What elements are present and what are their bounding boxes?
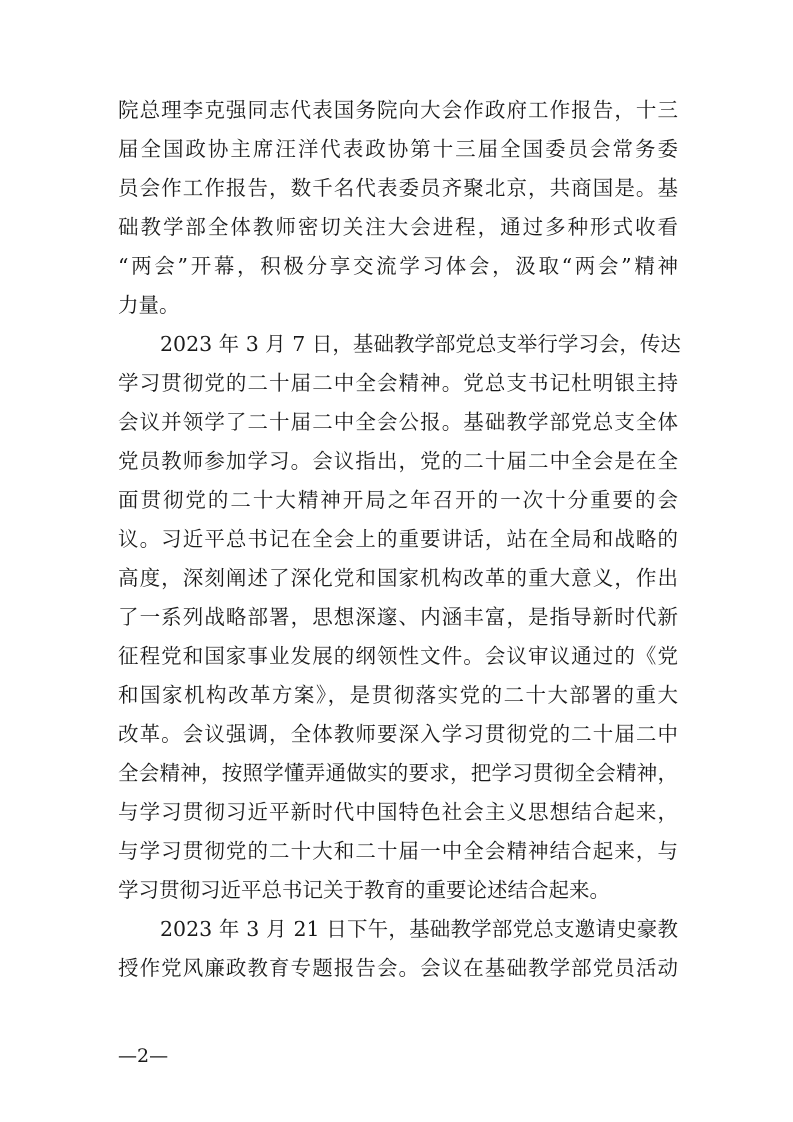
page-number: —2—	[118, 1045, 169, 1067]
text-line: 征程党和国家事业发展的纲领性文件。会议审议通过的《党	[118, 644, 678, 668]
text-line: 学习贯彻习近平总书记关于教育的重要论述结合起来。	[118, 878, 610, 902]
text-line: 高度，深刻阐述了深化党和国家机构改革的重大意义，作出	[118, 566, 678, 590]
text-line: 了一系列战略部署，思想深邃、内涵丰富，是指导新时代新	[118, 605, 678, 629]
text-line: 2023 年 3 月 7 日，基础教学部党总支举行学习会，传达	[160, 332, 681, 356]
text-line: 力量。	[118, 293, 180, 317]
text-line: “两会”开幕，积极分享交流学习体会，汲取“两会”精神	[118, 254, 678, 278]
text-line: 全会精神，按照学懂弄通做实的要求，把学习贯彻全会精神，	[118, 761, 678, 785]
text-line: 与学习贯彻党的二十大和二十届一中全会精神结合起来，与	[118, 839, 678, 863]
text-line: 础教学部全体教师密切关注大会进程，通过多种形式收看	[118, 215, 678, 239]
text-line: 议。习近平总书记在全会上的重要讲话，站在全局和战略的	[118, 527, 678, 551]
text-line: 员会作工作报告，数千名代表委员齐聚北京，共商国是。基	[118, 176, 678, 200]
text-line: 会议并领学了二十届二中全会公报。基础教学部党总支全体	[118, 410, 678, 434]
text-line: 与学习贯彻习近平新时代中国特色社会主义思想结合起来，	[118, 800, 678, 824]
text-line: 2023 年 3 月 21 日下午，基础教学部党总支邀请史豪教	[160, 917, 678, 941]
text-line: 院总理李克强同志代表国务院向大会作政府工作报告，十三	[118, 98, 678, 122]
text-line: 改革。会议强调，全体教师要深入学习贯彻党的二十届二中	[118, 722, 678, 746]
text-line: 党员教师参加学习。会议指出，党的二十届二中全会是在全	[118, 449, 678, 473]
text-line: 届全国政协主席汪洋代表政协第十三届全国委员会常务委	[118, 137, 678, 161]
text-line: 学习贯彻党的二十届二中全会精神。党总支书记杜明银主持	[118, 371, 678, 395]
text-line: 和国家机构改革方案》，是贯彻落实党的二十大部署的重大	[118, 683, 678, 707]
text-line: 面贯彻党的二十大精神开局之年召开的一次十分重要的会	[118, 488, 678, 512]
text-line: 授作党风廉政教育专题报告会。会议在基础教学部党员活动	[118, 956, 678, 980]
